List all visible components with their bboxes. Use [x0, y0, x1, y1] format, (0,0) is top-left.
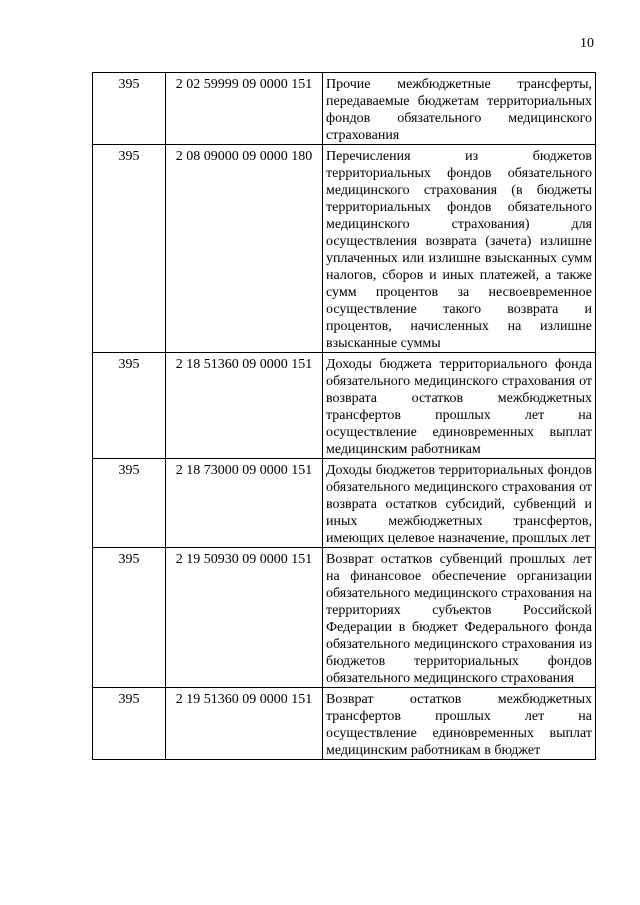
budget-code-cell: 2 18 73000 09 0000 151 [166, 459, 323, 548]
revenue-name-cell: Возврат остатков субвенций прошлых лет на финансовое обеспечение организации обязательного медицинского страхования на территориях субъектов Российской Федерации в бюджет Федерального фонда обязательного медицинского страхования из бюджетов территориальных фондов обязательного медицинского страхования [323, 548, 596, 688]
admin-code-cell: 395 [93, 73, 166, 145]
budget-code-cell: 2 18 51360 09 0000 151 [166, 353, 323, 459]
revenue-name-cell: Возврат остатков межбюджетных трансфертов прошлых лет на осуществление единовременных выплат медицинским работникам в бюджет [323, 688, 596, 760]
admin-code-cell: 395 [93, 548, 166, 688]
table-row [93, 353, 596, 459]
budget-code-cell: 2 19 50930 09 0000 151 [166, 548, 323, 688]
budget-code-cell: 2 08 09000 09 0000 180 [166, 145, 323, 353]
table-row [93, 145, 596, 353]
revenue-name-cell: Прочие межбюджетные трансферты, передаваемые бюджетам территориальных фондов обязательного медицинского страхования [323, 73, 596, 145]
admin-code-cell: 395 [93, 145, 166, 353]
budget-codes-table [92, 72, 596, 760]
admin-code-cell: 395 [93, 353, 166, 459]
revenue-name-cell: Доходы бюджетов территориальных фондов обязательного медицинского страхования от возврата остатков субсидий, субвенций и иных межбюджетных трансфертов, имеющих целевое назначение, прошлых лет [323, 459, 596, 548]
table-row [93, 688, 596, 760]
admin-code-cell: 395 [93, 688, 166, 760]
table-row [93, 459, 596, 548]
table-row [93, 548, 596, 688]
page-number: 10 [580, 36, 594, 51]
budget-code-cell: 2 19 51360 09 0000 151 [166, 688, 323, 760]
admin-code-cell: 395 [93, 459, 166, 548]
budget-code-cell: 2 02 59999 09 0000 151 [166, 73, 323, 145]
revenue-name-cell: Перечисления из бюджетов территориальных фондов обязательного медицинского страхования (в бюджеты территориальных фондов обязательного медицинского страхования) для осуществления возврата (зачета) излишне уплаченных или излишне взысканных сумм налогов, сборов и иных платежей, а также сумм процентов за несвоевременное осуществление такого возврата и процентов, начисленных на излишне взысканные суммы [323, 145, 596, 353]
revenue-name-cell: Доходы бюджета территориального фонда обязательного медицинского страхования от возврата остатков межбюджетных трансфертов прошлых лет на осуществление единовременных выплат медицинским работникам [323, 353, 596, 459]
table-row [93, 73, 596, 145]
